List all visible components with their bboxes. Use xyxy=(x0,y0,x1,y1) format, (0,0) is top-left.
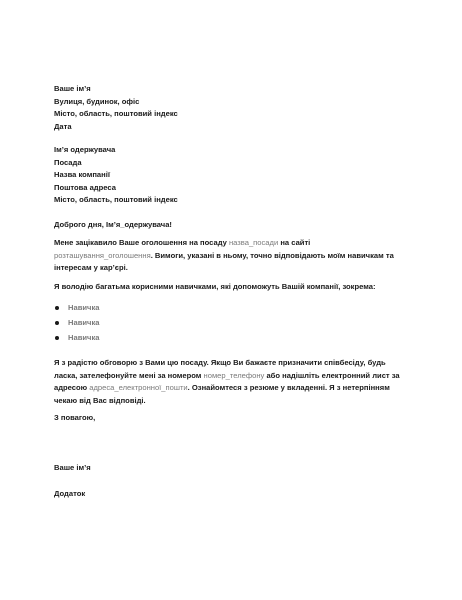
skill-item[interactable] xyxy=(54,302,99,317)
skill-text: Навичка xyxy=(68,333,100,342)
closing xyxy=(54,412,410,425)
intro-paragraph xyxy=(54,237,402,275)
intro-text-3: . Вимоги, указані в ньому, точно відповідають моїм навичкам та інтересам у кар’єрі. xyxy=(54,250,394,273)
skills-intro-paragraph xyxy=(54,281,410,294)
closing-text: З повагою, xyxy=(54,413,96,422)
contact-text-3: . Ознайомтеся з резюме у вкладенні. Я з нетерпінням чекаю від Вас відповіді. xyxy=(54,383,390,405)
contact-text-1: Я з радістю обговорю з Вами цю посаду. Якщо Ви бажаєте призначити співбесіду, будь ласка, зателефонуйте мені за номером xyxy=(54,358,386,380)
sender-name: Ваше ім’я xyxy=(54,84,91,93)
bullet-icon xyxy=(55,321,59,325)
recipient-block xyxy=(54,144,410,207)
phone-placeholder[interactable]: номер_телефону xyxy=(203,370,265,380)
contact-text-2: або надішліть електронний лист за адресою xyxy=(54,370,400,393)
bullet-icon xyxy=(55,336,59,340)
signature-name: Ваше ім’я xyxy=(54,463,91,472)
attachment-note xyxy=(54,488,410,501)
skill-item[interactable] xyxy=(54,332,99,347)
attachment-text: Додаток xyxy=(54,489,86,498)
contact-text xyxy=(54,357,408,407)
bullet-icon xyxy=(55,306,59,310)
sender-street: Вулиця, будинок, офіс xyxy=(54,96,140,106)
recipient-company: Назва компанії xyxy=(54,170,110,180)
posting-location-placeholder[interactable]: розташування_оголошення xyxy=(54,250,151,260)
signature xyxy=(54,462,410,475)
skill-item[interactable] xyxy=(54,317,99,332)
letter-date: Дата xyxy=(54,121,72,131)
intro-text xyxy=(54,237,402,275)
recipient-position: Посада xyxy=(54,157,82,167)
greeting-text: Доброго дня, Ім’я_одержувача! xyxy=(54,220,172,229)
skill-text: Навичка xyxy=(68,303,100,312)
recipient-name: Ім’я одержувача xyxy=(54,145,116,154)
recipient-city: Місто, область, поштовий індекс xyxy=(54,195,178,205)
sender-block xyxy=(54,83,410,133)
skills-intro-text: Я володію багатьма корисними навичками, які допоможуть Вашій компанії, зокрема: xyxy=(54,282,376,291)
contact-paragraph xyxy=(54,357,408,407)
sender-city: Місто, область, поштовий індекс xyxy=(54,109,178,119)
recipient-address: Поштова адреса xyxy=(54,182,116,192)
job-title-placeholder[interactable]: назва_посади xyxy=(228,238,279,247)
greeting xyxy=(54,219,410,232)
email-placeholder[interactable]: адреса_електронної_пошти xyxy=(89,383,188,393)
intro-text-2: на сайті xyxy=(278,238,311,247)
intro-text-1: Мене зацікавило Ваше оголошення на посаду xyxy=(54,238,229,247)
skills-list xyxy=(54,302,99,347)
skill-text: Навичка xyxy=(68,318,100,327)
